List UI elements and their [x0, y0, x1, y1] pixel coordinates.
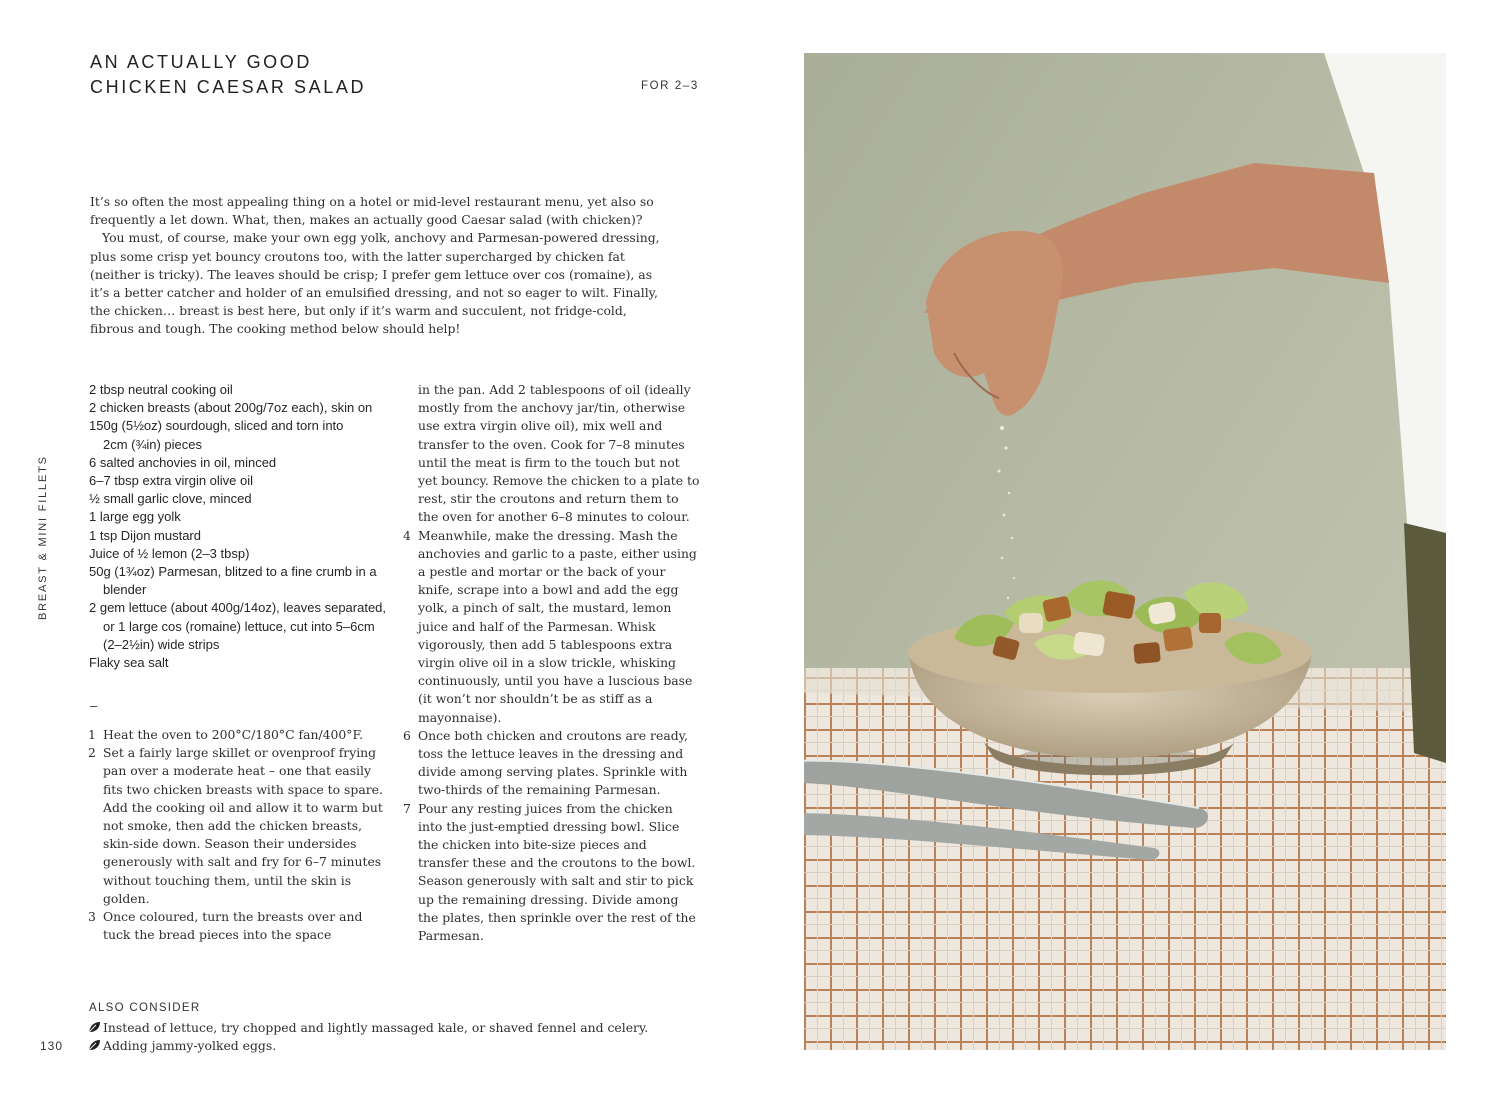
ingredients-list	[89, 381, 394, 672]
recipe-intro	[90, 193, 670, 339]
step-text: in the pan. Add 2 tablespoons of oil (ideally mostly from the anchovy jar/tin, otherwise use extra virgin olive oil), mix well and transfer to the oven. Cook for 7–8 minutes until the meat is firm to the touch but not yet bouncy. Remove the chicken to a plate to rest, stir the croutons and return them to the oven for another 6–8 minutes to colour.	[418, 382, 700, 525]
method-step	[88, 908, 386, 944]
leaf-icon	[88, 1039, 101, 1051]
salad-photo-illustration	[804, 53, 1446, 1050]
serves-label: FOR 2–3	[641, 80, 699, 92]
method-step-continued	[403, 381, 701, 527]
intro-paragraph-2: You must, of course, make your own egg yolk, anchovy and Parmesan-powered dressing, plus some crisp yet bouncy croutons too, with the latter supercharged by chicken fat (neither is tricky). The leaves should be crisp; I prefer gem lettuce over cos (romaine), as it’s a better catcher and holder of an emulsified dressing, and not so eager to wilt. Finally, the chicken… breast is best here, but only if it’s warm and succulent, not fridge-cold, fibrous and tough. The cooking method below should help!	[90, 230, 660, 337]
ingredient-item: 6 salted anchovies in oil, minced	[89, 454, 277, 470]
recipe-title-line1: AN ACTUALLY GOOD	[90, 52, 312, 72]
ingredient-item: Flaky sea salt	[89, 655, 169, 671]
step-number: 7	[403, 800, 411, 816]
step-number: 2	[88, 745, 96, 761]
step-number: 6	[403, 727, 411, 743]
ingredient-item: 2 gem lettuce (about 400g/14oz), leaves separated, or 1 large cos (romaine) lettuce, cut into 5–6cm (2–2½in) wide strips	[89, 600, 387, 652]
ingredient-item: 50g (1¾oz) Parmesan, blitzed to a fine crumb in a blender	[89, 564, 377, 598]
step-text: Meanwhile, make the dressing. Mash the anchovies and garlic to a paste, either using a pestle and mortar or the back of your knife, scrape into a bowl and add the egg yolk, a pinch of salt, the mustard, lemon juice and half of the Parmesan. Whisk vigorously, then add 5 tablespoons extra virgin olive oil in a slow trickle, whisking continuously, until you have a luscious base (it won’t nor shouldn’t be as stiff as a mayonnaise).	[418, 527, 697, 725]
ingredient-item: Juice of ½ lemon (2–3 tbsp)	[89, 545, 250, 561]
recipe-title-line2: CHICKEN CAESAR SALAD	[90, 77, 367, 97]
section-divider: –	[90, 698, 98, 713]
step-number: 1	[88, 727, 96, 742]
ingredient-item: 1 tsp Dijon mustard	[89, 527, 201, 543]
ingredient-item: 150g (5½oz) sourdough, sliced and torn into 2cm (¾in) pieces	[89, 418, 344, 452]
also-consider-item	[88, 1019, 688, 1037]
ingredient-item: 2 tbsp neutral cooking oil	[89, 382, 233, 397]
step-text: Pour any resting juices from the chicken into the just-emptied dressing bowl. Slice the chicken into bite-size pieces and transfer these and the croutons to the bowl. Season generously with salt and stir to pick up the remaining dressing. Divide among the plates, then sprinkle over the rest of the Parmesan.	[418, 800, 696, 944]
also-consider-item	[88, 1037, 688, 1055]
section-side-label: BREAST & MINI FILLETS	[37, 455, 49, 620]
also-consider-text: Instead of lettuce, try chopped and lightly massaged kale, or shaved fennel and celery.	[103, 1020, 649, 1035]
step-text: Once coloured, turn the breasts over and tuck the bread pieces into the space	[103, 909, 363, 943]
step-text: Set a fairly large skillet or ovenproof frying pan over a moderate heat – one that easily fits two chicken breasts with space to spare. Add the cooking oil and allow it to warm but not smoke, then add the chicken breasts, skin-side down. Season their undersides generously with salt and fry for 6–7 minutes without touching them, until the skin is golden.	[103, 745, 383, 906]
recipe-title	[90, 50, 366, 100]
step-number: 4	[403, 527, 411, 543]
ingredient-item: 1 large egg yolk	[89, 509, 181, 525]
method-step	[403, 727, 701, 800]
method-step	[88, 744, 386, 908]
method-column-1	[88, 726, 386, 944]
method-step	[88, 726, 386, 744]
method-step	[403, 800, 701, 946]
salad-photo	[804, 53, 1446, 1050]
page-number: 130	[40, 1039, 64, 1053]
also-consider-title: ALSO CONSIDER	[89, 1002, 201, 1014]
leaf-icon	[88, 1021, 101, 1033]
step-number: 3	[88, 909, 96, 925]
also-consider-text: Adding jammy-yolked eggs.	[103, 1038, 277, 1054]
step-text: Once both chicken and croutons are ready, toss the lettuce leaves in the dressing and divide among serving plates. Sprinkle with two-thirds of the remaining Parmesan.	[418, 727, 688, 798]
ingredient-item: 6–7 tbsp extra virgin olive oil	[89, 473, 254, 489]
method-step	[403, 527, 701, 727]
ingredient-item: 2 chicken breasts (about 200g/7oz each), skin on	[89, 400, 373, 416]
also-consider-list	[88, 1019, 688, 1055]
step-text: Heat the oven to 200°C/180°C fan/400°F.	[103, 727, 364, 742]
method-column-2	[403, 381, 701, 945]
ingredient-item: ½ small garlic clove, minced	[89, 491, 252, 507]
intro-paragraph-1: It’s so often the most appealing thing on a hotel or mid-level restaurant menu, yet also so frequently a let down. What, then, makes an actually good Caesar salad (with chicken)?	[90, 194, 654, 228]
